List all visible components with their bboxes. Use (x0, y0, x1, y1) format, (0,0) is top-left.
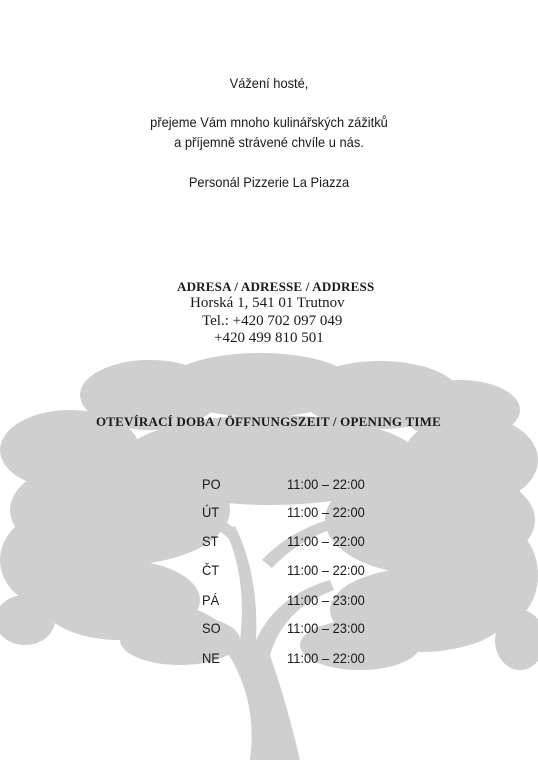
opening-hours-heading: OTEVÍRACÍ DOBA / ÖFFNUNGSZEIT / OPENING TIME (96, 414, 441, 429)
greeting-wish-line-1: přejeme Vám mnoho kulinářských zážitků (150, 114, 388, 130)
hours-row-friday (0, 592, 538, 612)
greeting-wish-line-2: a příjemně strávené chvíle u nás. (174, 134, 364, 150)
hours-row-wednesday (0, 533, 538, 553)
day-label: NE (202, 650, 220, 666)
time-range: 11:00 – 22:00 (287, 533, 365, 549)
time-range: 11:00 – 22:00 (287, 504, 365, 520)
greeting-salutation: Vážení hosté, (229, 75, 309, 91)
hours-row-tuesday (0, 504, 538, 524)
hours-row-thursday (0, 562, 538, 582)
address-street: Horská 1, 541 01 Trutnov (190, 295, 345, 311)
time-range: 11:00 – 22:00 (287, 562, 365, 578)
day-label: ÚT (202, 504, 220, 520)
day-label: PO (202, 476, 221, 492)
address-phone: Tel.: +420 702 097 049 (202, 313, 343, 329)
address-phone-secondary: +420 499 810 501 (214, 330, 324, 346)
hours-row-sunday (0, 650, 538, 670)
greeting-signature: Personál Pizzerie La Piazza (188, 174, 350, 190)
time-range: 11:00 – 23:00 (287, 592, 365, 608)
hours-row-monday (0, 476, 538, 496)
day-label: ČT (202, 562, 220, 578)
time-range: 11:00 – 23:00 (287, 620, 365, 636)
day-label: PÁ (202, 592, 220, 608)
hours-row-saturday (0, 620, 538, 640)
day-label: SO (202, 620, 221, 636)
time-range: 11:00 – 22:00 (287, 476, 365, 492)
time-range: 11:00 – 22:00 (287, 650, 365, 666)
address-heading: ADRESA / ADRESSE / ADDRESS (177, 279, 375, 294)
day-label: ST (202, 533, 219, 549)
